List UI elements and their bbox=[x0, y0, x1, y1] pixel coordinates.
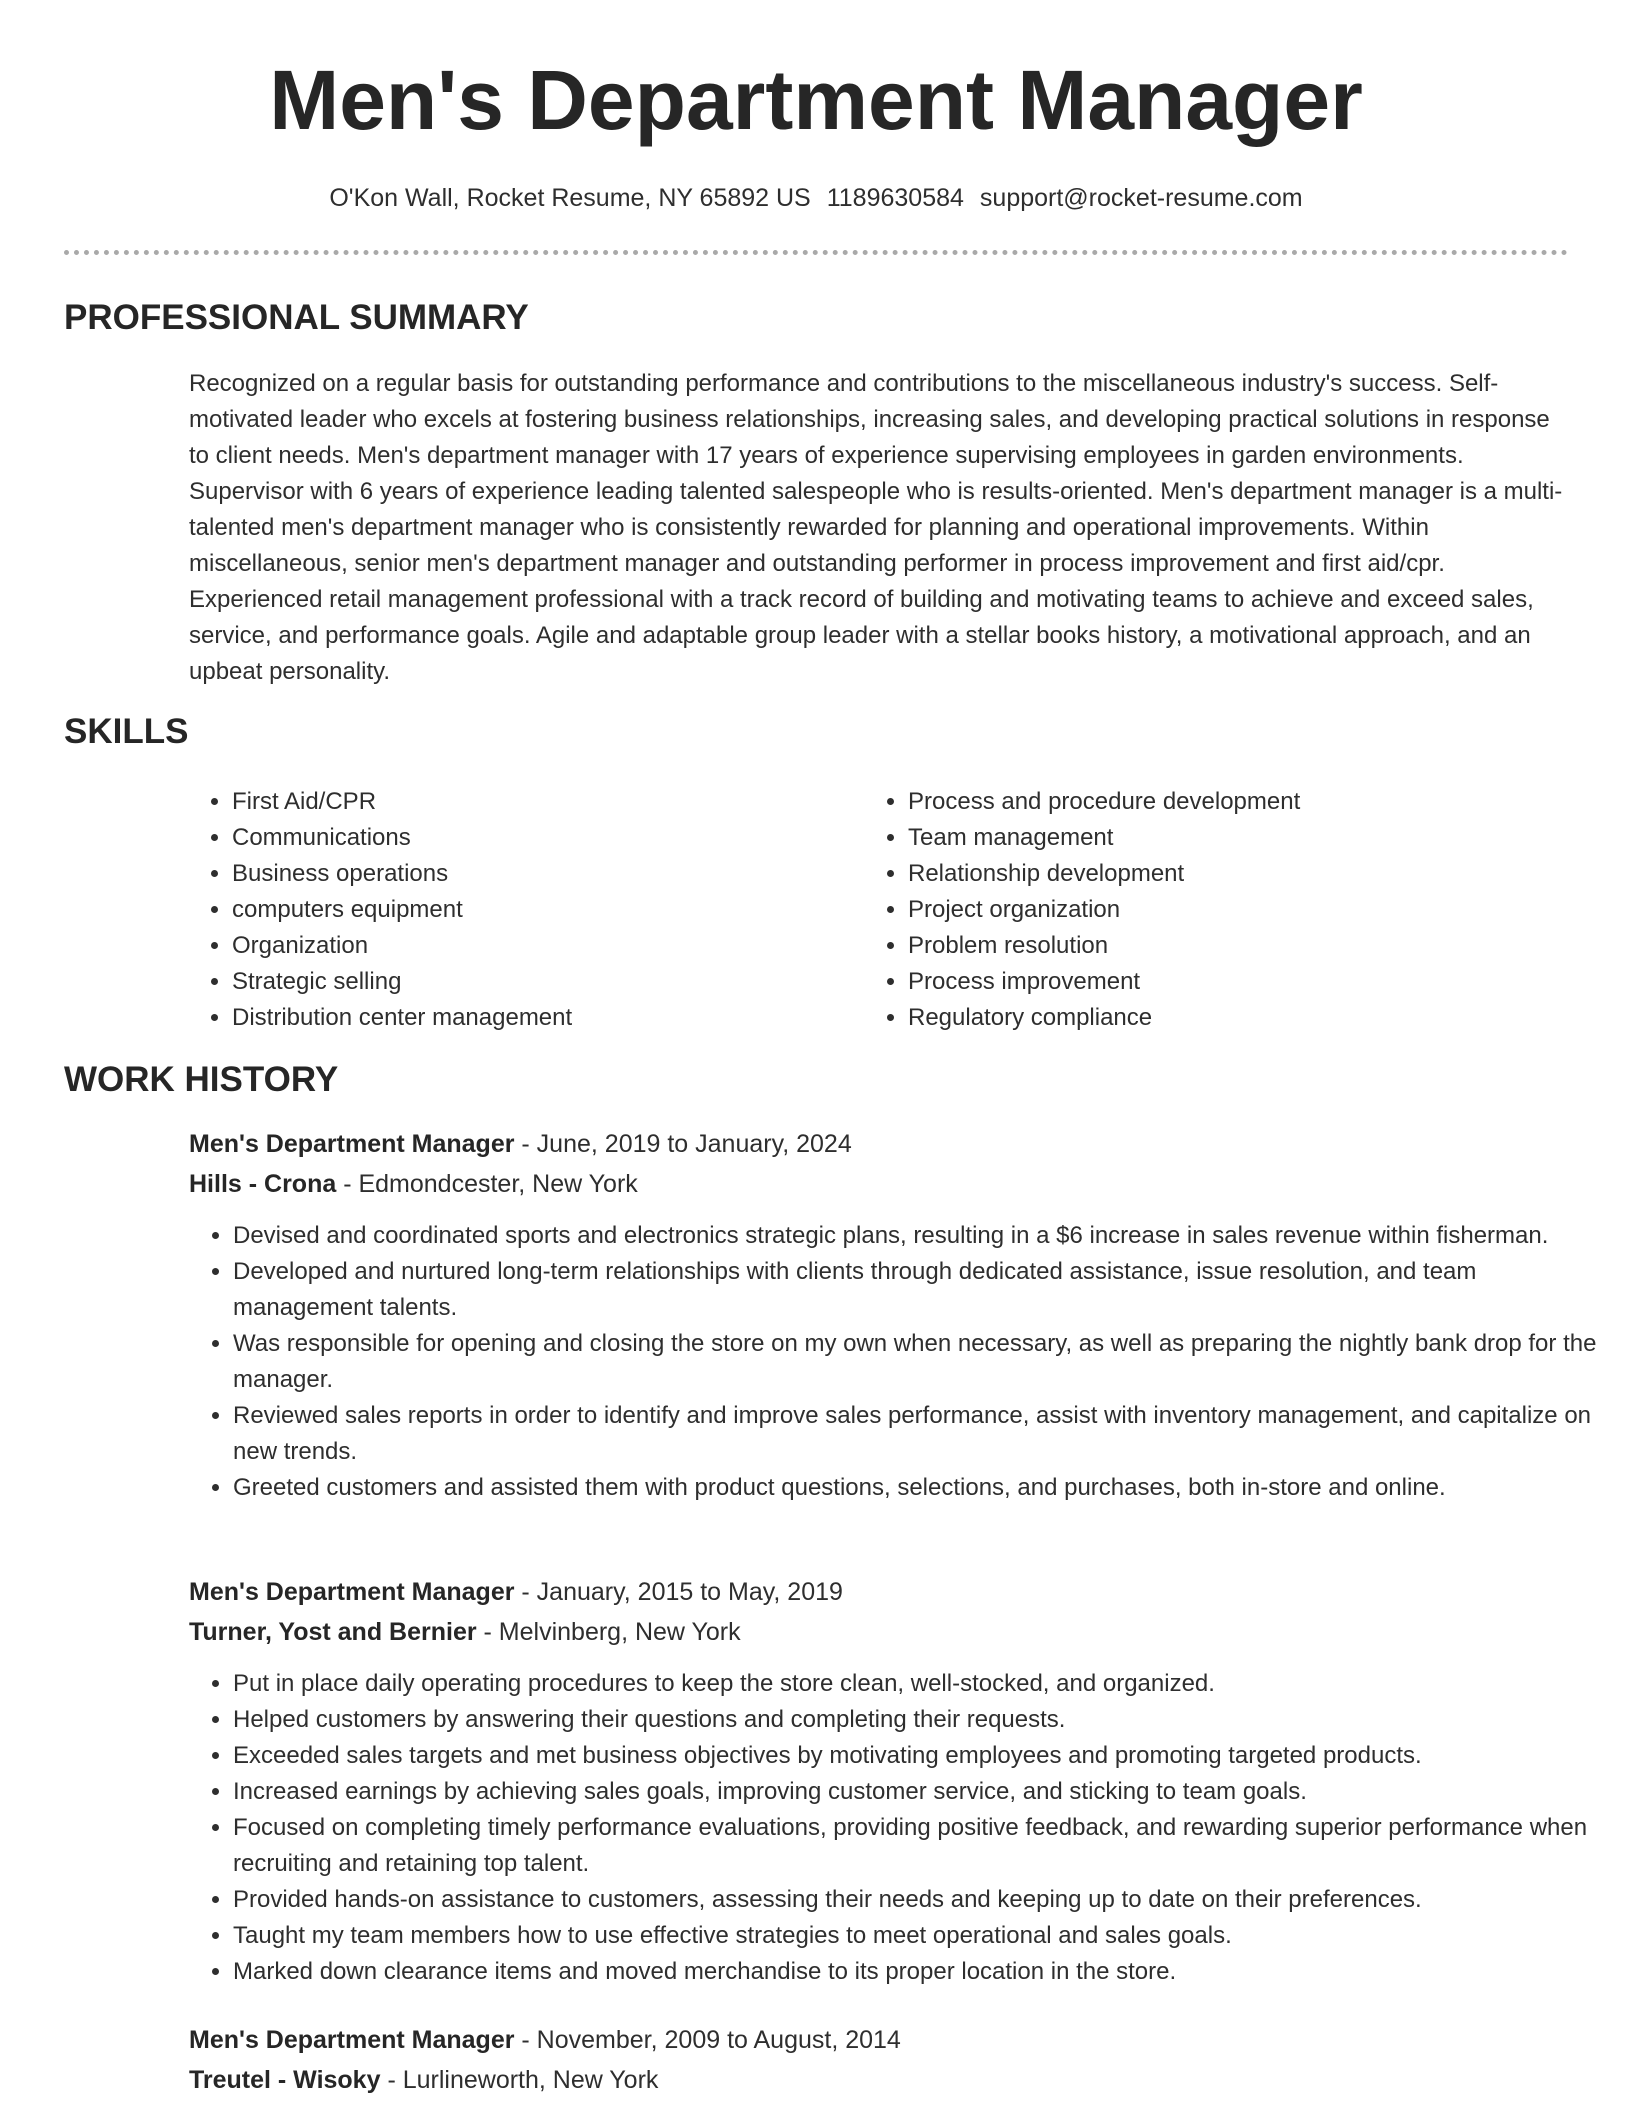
job-bullet: • Devised and coordinated sports and electronics strategic plans, resulting in a $6 increase in sales revenue within fisherman. bbox=[233, 1218, 1613, 1254]
job-bullet: • Put in place daily operating procedures to keep the store clean, well-stocked, and organized. bbox=[233, 1666, 1613, 1702]
job-company-line bbox=[189, 1170, 638, 1199]
skill-item: • Process and procedure development bbox=[908, 784, 1608, 820]
job-location: - Lurlineworth, New York bbox=[380, 2066, 659, 2094]
skill-item: • Problem resolution bbox=[908, 928, 1608, 964]
summary-paragraph: Recognized on a regular basis for outstanding performance and contributions to the miscellaneous industry's success. Self-motivated leader who excels at fostering business relationships, increasing sales, and developing practical solutions in response to client needs. Men's department manager with 17 years of experience supervising employees in garden environments. Supervisor with 6 years of experience leading talented salespeople who is results-oriented. Men's department manager is a multi-talented men's department manager who is consistently rewarded for planning and operational improvements. Within miscellaneous, senior men's department manager and outstanding performer in process improvement and first aid/cpr. Experienced retail management professional with a track record of building and motivating teams to achieve and exceed sales, service, and performance goals. Agile and adaptable group leader with a stellar books history, a motivational approach, and an upbeat personality. bbox=[189, 370, 1563, 685]
contact-address: O'Kon Wall, Rocket Resume, NY 65892 US bbox=[329, 184, 811, 212]
resume-name-heading: Men's Department Manager bbox=[269, 53, 1363, 147]
skill-item: • Distribution center management bbox=[232, 1000, 852, 1036]
skill-item: • computers equipment bbox=[232, 892, 852, 928]
job-title: Men's Department Manager bbox=[189, 1578, 515, 1606]
job-company: Treutel - Wisoky bbox=[189, 2066, 381, 2094]
job-bullet: • Marked down clearance items and moved merchandise to its proper location in the store. bbox=[233, 1954, 1613, 1990]
skill-item: • Project organization bbox=[908, 892, 1608, 928]
job-bullet: • Increased earnings by achieving sales goals, improving customer service, and sticking to team goals. bbox=[233, 1774, 1613, 1810]
skill-item: • Team management bbox=[908, 820, 1608, 856]
job-bullet: • Taught my team members how to use effective strategies to meet operational and sales goals. bbox=[233, 1918, 1613, 1954]
contact-line bbox=[0, 184, 1632, 213]
section-title-summary: PROFESSIONAL SUMMARY bbox=[64, 298, 529, 337]
job-location: - Edmondcester, New York bbox=[336, 1170, 638, 1198]
section-title-skills: SKILLS bbox=[64, 712, 189, 751]
job-title-line bbox=[189, 1130, 852, 1159]
job-bullet: • Provided hands-on assistance to customers, assessing their needs and keeping up to date on their preferences. bbox=[233, 1882, 1613, 1918]
contact-email[interactable]: support@rocket-resume.com bbox=[979, 184, 1303, 212]
job-company-line bbox=[189, 1618, 741, 1647]
section-title-work-history: WORK HISTORY bbox=[64, 1060, 339, 1099]
skill-item: • Strategic selling bbox=[232, 964, 852, 1000]
job-bullet: • Reviewed sales reports in order to identify and improve sales performance, assist with inventory management, and capitalize on new trends. bbox=[233, 1398, 1613, 1470]
job-bullet: • Developed and nurtured long-term relationships with clients through dedicated assistance, issue resolution, and team management talents. bbox=[233, 1254, 1613, 1326]
job-title-line bbox=[189, 2026, 901, 2055]
job-bullet: • Greeted customers and assisted them with product questions, selections, and purchases, both in-store and online. bbox=[233, 1470, 1613, 1506]
job-title: Men's Department Manager bbox=[189, 1130, 515, 1158]
job-company: Hills - Crona bbox=[189, 1170, 337, 1198]
skill-item: • Process improvement bbox=[908, 964, 1608, 1000]
contact-phone: 1189630584 bbox=[826, 184, 964, 212]
job-company-line bbox=[189, 2066, 658, 2095]
skill-item: • Regulatory compliance bbox=[908, 1000, 1608, 1036]
job-bullet: • Was responsible for opening and closing the store on my own when necessary, as well as preparing the nightly bank drop for the manager. bbox=[233, 1326, 1613, 1398]
header-divider bbox=[64, 250, 1568, 255]
job-bullets bbox=[189, 1666, 1613, 1990]
job-bullets bbox=[189, 1218, 1613, 1506]
skills-list-right bbox=[864, 784, 1608, 1036]
job-bullet: • Exceeded sales targets and met business objectives by motivating employees and promoting targeted products. bbox=[233, 1738, 1613, 1774]
job-dates: - June, 2019 to January, 2024 bbox=[514, 1130, 852, 1158]
skill-item: • First Aid/CPR bbox=[232, 784, 852, 820]
skill-item: • Relationship development bbox=[908, 856, 1608, 892]
job-dates: - November, 2009 to August, 2014 bbox=[514, 2026, 901, 2054]
job-company: Turner, Yost and Bernier bbox=[189, 1618, 477, 1646]
skill-item: • Organization bbox=[232, 928, 852, 964]
skill-item: • Communications bbox=[232, 820, 852, 856]
job-title: Men's Department Manager bbox=[189, 2026, 515, 2054]
job-dates: - January, 2015 to May, 2019 bbox=[514, 1578, 843, 1606]
skills-list-left bbox=[188, 784, 852, 1036]
job-title-line bbox=[189, 1578, 843, 1607]
job-location: - Melvinberg, New York bbox=[476, 1618, 741, 1646]
skill-item: • Business operations bbox=[232, 856, 852, 892]
job-bullet: • Helped customers by answering their questions and completing their requests. bbox=[233, 1702, 1613, 1738]
job-bullet: • Focused on completing timely performance evaluations, providing positive feedback, and rewarding superior performance when recruiting and retaining top talent. bbox=[233, 1810, 1613, 1882]
